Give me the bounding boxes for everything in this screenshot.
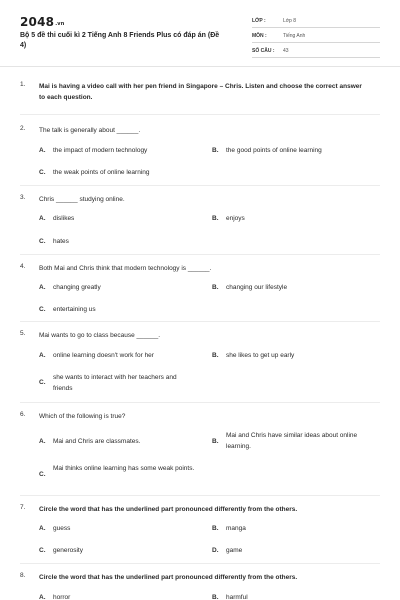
question-number: 4. [20, 263, 26, 270]
option-text: the weak points of online learning [53, 169, 150, 176]
option-key: C. [39, 471, 46, 478]
meta-value: 43 [283, 48, 289, 54]
logo-text: 2048 [20, 15, 55, 29]
option-text: generosity [53, 547, 83, 554]
option-text: hates [53, 238, 69, 245]
option-text: Mai and Chris have similar ideas about online learning. [226, 432, 358, 450]
option-key: C. [39, 379, 46, 386]
option-text: horror [53, 594, 71, 600]
option-key: A. [39, 147, 46, 154]
question-text: Mai wants to go to class because ______. [39, 332, 161, 339]
question-divider [20, 185, 380, 186]
meta-value: Tiếng Anh [283, 33, 306, 39]
option-text: game [226, 547, 243, 554]
option-text: entertaining us [53, 306, 96, 313]
option-key: A. [39, 352, 46, 359]
option-key: B. [212, 215, 219, 222]
option-text: harmful [226, 594, 248, 600]
option-key: B. [212, 284, 219, 291]
option-key: C. [39, 238, 46, 245]
question-number: 8. [20, 572, 26, 579]
page-header [0, 0, 400, 66]
question-number: 6. [20, 411, 26, 418]
document-title: Bộ 5 đề thi cuối kì 2 Tiếng Anh 8 Friends Plus có đáp án (Đề 4) [20, 32, 220, 49]
option-text: manga [226, 525, 246, 532]
option-key: B. [212, 147, 219, 154]
option-text: enjoys [226, 215, 245, 222]
meta-subject [252, 29, 380, 43]
option-text: online learning doesn't work for her [53, 352, 154, 359]
question-text: The talk is generally about ______. [39, 127, 141, 134]
option-key: A. [39, 525, 46, 532]
option-text: she likes to get up early [226, 352, 295, 359]
question-number: 3. [20, 194, 26, 201]
question-divider [20, 254, 380, 255]
meta-label: MÔN : [252, 33, 267, 39]
option-key: B. [212, 525, 219, 532]
site-logo[interactable] [20, 15, 65, 29]
option-text: she wants to interact with her teachers and friends [53, 374, 177, 392]
question-divider [20, 402, 380, 403]
option-key: C. [39, 306, 46, 313]
header-divider [0, 66, 400, 67]
question-text: Chris ______ studying online. [39, 196, 125, 203]
logo-suffix: .vn [55, 21, 65, 27]
option-key: A. [39, 215, 46, 222]
option-text: Mai and Chris are classmates. [53, 438, 141, 445]
option-key: A. [39, 284, 46, 291]
option-key: D. [212, 547, 219, 554]
option-text: changing our lifestyle [226, 284, 288, 291]
option-text: Mai thinks online learning has some weak points. [53, 465, 195, 472]
option-text: the impact of modern technology [53, 147, 148, 154]
option-key: A. [39, 594, 46, 600]
question-text: Circle the word that has the underlined part pronounced differently from the others. [39, 574, 298, 581]
option-text: guess [53, 525, 71, 532]
option-text: dislikes [53, 215, 75, 222]
meta-label: LỚP : [252, 18, 266, 24]
option-key: B. [212, 438, 219, 445]
option-key: A. [39, 438, 46, 445]
question-text: Which of the following is true? [39, 413, 126, 420]
option-text: changing greatly [53, 284, 101, 291]
option-key: B. [212, 594, 219, 600]
question-divider [20, 563, 380, 564]
option-key: B. [212, 352, 219, 359]
question-text: Mai is having a video call with her pen friend in Singapore – Chris. Listen and choose the correct answer to each question. [39, 83, 362, 101]
option-key: C. [39, 169, 46, 176]
option-text: the good points of online learning [226, 147, 322, 154]
question-divider [20, 495, 380, 496]
meta-value: Lớp 8 [283, 18, 297, 24]
question-divider [20, 114, 380, 115]
question-text: Both Mai and Chris think that modern technology is ______. [39, 265, 212, 272]
meta-question-count [252, 44, 380, 58]
option-key: C. [39, 547, 46, 554]
question-text: Circle the word that has the underlined part pronounced differently from the others. [39, 506, 298, 513]
question-divider [20, 321, 380, 322]
meta-class [252, 14, 380, 28]
question-number: 7. [20, 504, 26, 511]
question-number: 2. [20, 125, 26, 132]
meta-label: SỐ CÂU : [252, 48, 275, 54]
question-number: 5. [20, 330, 26, 337]
question-number: 1. [20, 81, 26, 88]
